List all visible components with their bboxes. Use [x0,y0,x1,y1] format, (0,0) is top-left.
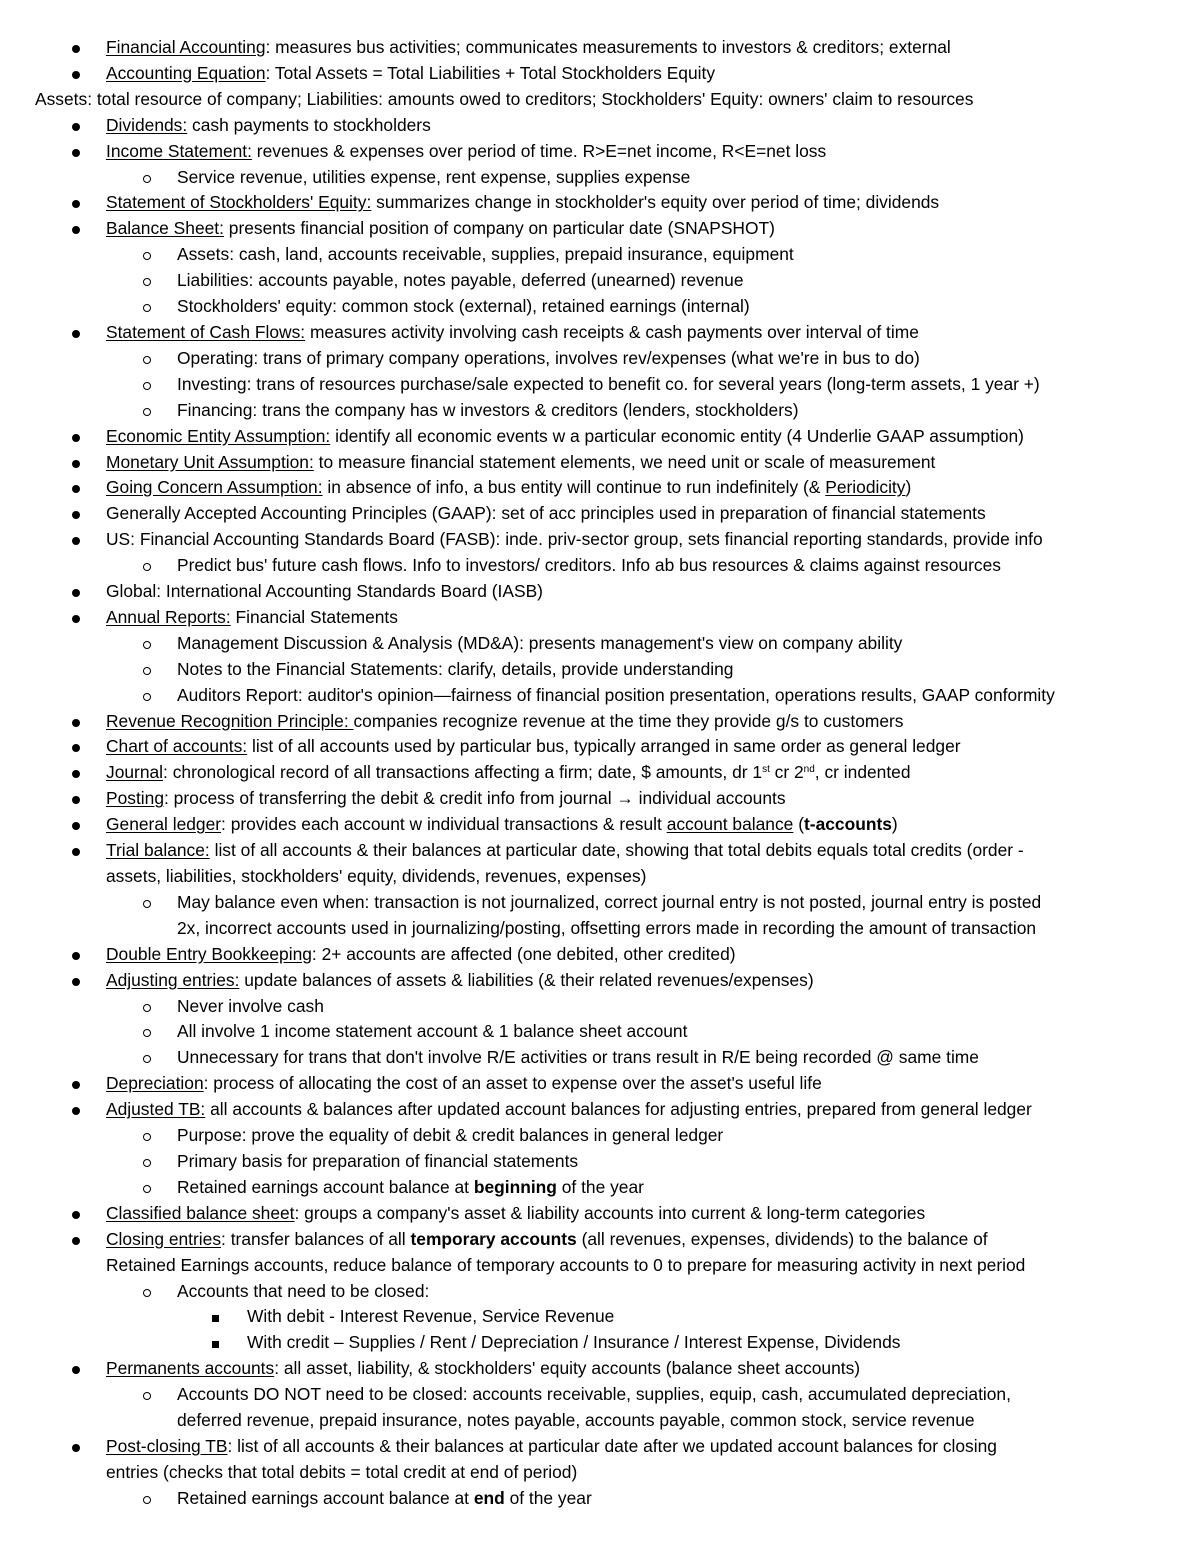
note-dividends [0,113,1200,139]
term: Accounting Equation [106,62,266,83]
note-adjusted-tb [0,1097,1200,1123]
bullet-disc-icon [72,139,80,165]
note-journal [0,760,1200,786]
definition: presents financial position of company on particular date (SNAPSHOT) [223,218,775,239]
definition: in absence of info, a bus entity will continue to run indefinitely (& [322,477,826,498]
subnote-text: Financing: trans the company has w investors & creditors (lenders, stockholders) [177,399,799,420]
subsubnote-text: With credit – Supplies / Rent / Depreciation / Insurance / Interest Expense, Dividends [247,1332,901,1353]
bullet-disc-icon [72,61,80,87]
subnote-text: Management Discussion & Analysis (MD&A): presents management's view on company ability [177,632,903,653]
term: Permanents accounts [106,1358,275,1379]
note-closing-entries-continued: Retained Earnings accounts, reduce balance of temporary accounts to 0 to prepare for measuring activity in next period [106,1254,1026,1275]
subnote [0,657,1200,683]
subnote-text: All involve 1 income statement account & 1 balance sheet account [177,1021,688,1042]
definition-tail: , cr indented [814,762,911,783]
definition: : Total Assets = Total Liabilities + Total Stockholders Equity [265,62,716,83]
subnote-text: Stockholders' equity: common stock (external), retained earnings (internal) [177,296,750,317]
bullet-circle-icon [143,994,151,1020]
subnote-text: Accounts that need to be closed: [177,1280,430,1301]
bullet-disc-icon [72,320,80,346]
bullet-disc-icon [72,942,80,968]
subnote [0,631,1200,657]
note-adjusting-entries [0,968,1200,994]
subnote-text: Retained earnings account balance at [177,1487,474,1508]
term: Dividends: [106,114,188,135]
note-annual-reports [0,605,1200,631]
note-gaap [0,501,1200,527]
subnote [0,994,1200,1020]
subnote-text: Auditors Report: auditor's opinion—fairness of financial position presentation, operations results, GAAP conformity [177,684,1055,705]
term: Balance Sheet: [106,218,224,239]
bullet-disc-icon [72,760,80,786]
bullet-square-icon [212,1304,219,1330]
bullet-circle-icon [143,1382,151,1408]
definition-tail: ) [891,814,898,835]
term: Adjusted TB: [106,1099,206,1120]
bold-term: end [473,1487,505,1508]
definition: Global: International Accounting Standards Board (IASB) [106,581,543,602]
bullet-disc-icon [72,1097,80,1123]
bullet-disc-icon [72,1071,80,1097]
term: Trial balance: [106,840,210,861]
subnote [0,553,1200,579]
bullet-disc-icon [72,786,80,812]
subnote [0,294,1200,320]
subnote [0,683,1200,709]
definition-tail: ) [905,477,912,498]
bullet-circle-icon [143,346,151,372]
term: Statement of Stockholders' Equity: [106,192,372,213]
note-balance-sheet [0,216,1200,242]
bullet-circle-icon [143,1045,151,1071]
note-permanent-accounts [0,1356,1200,1382]
bullet-disc-icon [72,838,80,864]
definition: summarizes change in stockholder's equity over period of time; dividends [371,192,940,213]
note-trial-balance [0,838,1200,864]
subnote [0,1149,1200,1175]
note-post-closing-tb-continued: entries (checks that total debits = total credit at end of period) [106,1461,578,1482]
bullet-disc-icon [72,113,80,139]
bullet-circle-icon [143,553,151,579]
subnote [0,1486,1200,1512]
term: Adjusting entries: [106,969,240,990]
note-posting [0,786,1200,812]
note-going-concern [0,475,1200,501]
note-iasb [0,579,1200,605]
term: Journal [106,762,164,783]
bullet-disc-icon [72,475,80,501]
bullet-disc-icon [72,424,80,450]
note-depreciation [0,1071,1200,1097]
bullet-disc-icon [72,579,80,605]
subnote-text: Investing: trans of resources purchase/sale expected to benefit co. for several years (long-term assets, 1 year +) [177,373,1040,394]
bullet-disc-icon [72,968,80,994]
term: Going Concern Assumption: [106,477,323,498]
bullet-disc-icon [72,1227,80,1253]
bullet-disc-icon [72,527,80,553]
bold-term: t-accounts [803,814,892,835]
subnote [0,398,1200,424]
subnote-tail: of the year [556,1176,644,1197]
definition: list of all accounts & their balances at particular date, showing that total debits equals total credits (order - [209,840,1024,861]
superscript: nd [803,764,815,776]
note-double-entry [0,942,1200,968]
note-general-ledger [0,812,1200,838]
definition-mid: ( [793,814,804,835]
term: Annual Reports: [106,606,231,627]
subnote-text: Unnecessary for trans that don't involve R/E activities or trans result in R/E being recorded @ same time [177,1047,979,1068]
subnote [0,1123,1200,1149]
definition: : list of all accounts & their balances at particular date after we updated account balances for closing [227,1435,997,1456]
definition: : measures bus activities; communicates measurements to investors & creditors; external [265,37,951,57]
subnote [0,1175,1200,1201]
term: Post-closing TB [106,1435,228,1456]
note-revenue-recognition [0,709,1200,735]
bullet-disc-icon [72,35,80,61]
bullet-circle-icon [143,165,151,191]
subnote-text: Never involve cash [177,995,324,1016]
definition: measures activity involving cash receipts & cash payments over interval of time [305,321,919,342]
term-account-balance: account balance [666,814,794,835]
subnote-text: Primary basis for preparation of financial statements [177,1150,579,1171]
term-periodicity: Periodicity [825,477,906,498]
term: Monetary Unit Assumption: [106,451,314,472]
note-classified-balance-sheet [0,1201,1200,1227]
subnote-text: Notes to the Financial Statements: clarify, details, provide understanding [177,658,734,679]
note-statement-stockholders-equity [0,190,1200,216]
bullet-circle-icon [143,683,151,709]
bullet-circle-icon [143,1175,151,1201]
definition: identify all economic events w a particular economic entity (4 Underlie GAAP assumption) [330,425,1024,446]
subnote-text: Retained earnings account balance at [177,1176,474,1197]
bullet-circle-icon [143,631,151,657]
term: Double Entry Bookkeeping [106,943,312,964]
subnote-tail: of the year [504,1487,592,1508]
subnote-text: Service revenue, utilities expense, rent expense, supplies expense [177,166,691,187]
note-economic-entity [0,424,1200,450]
subnote-text: May balance even when: transaction is not journalized, correct journal entry is not posted, journal entry is posted [177,891,1042,912]
term: Chart of accounts: [106,736,248,757]
subnote [0,890,1200,916]
bullet-disc-icon [72,190,80,216]
note-financial-accounting [0,35,1200,61]
term: Depreciation [106,1073,204,1094]
bullet-disc-icon [72,605,80,631]
bullet-circle-icon [143,372,151,398]
definition: to measure financial statement elements, we need unit or scale of measurement [313,451,936,472]
term: Closing entries [106,1228,222,1249]
definition: : provides each account w individual transactions & result [221,814,667,835]
definition: companies recognize revenue at the time they provide g/s to customers [353,710,904,731]
term: Economic Entity Assumption: [106,425,331,446]
subnote [0,268,1200,294]
definition: Financial Statements [230,606,398,627]
note-assets-definition: Assets: total resource of company; Liabilities: amounts owed to creditors; Stockholders' Equity: owners' claim to resources [35,88,974,109]
definition: : process of transferring the debit & credit info from journal → individual accounts [164,788,786,809]
bullet-circle-icon [143,294,151,320]
bullet-disc-icon [72,216,80,242]
bullet-circle-icon [143,657,151,683]
definition: revenues & expenses over period of time. R>E=net income, R<E=net loss [251,140,827,161]
term: Income Statement: [106,140,252,161]
bullet-disc-icon [72,812,80,838]
definition: list of all accounts used by particular bus, typically arranged in same order as general ledger [247,736,961,757]
definition: : all asset, liability, & stockholders' equity accounts (balance sheet accounts) [274,1358,861,1379]
subnote [0,165,1200,191]
definition: : transfer balances of all [221,1228,411,1249]
subnote-continued: deferred revenue, prepaid insurance, notes payable, accounts payable, common stock, service revenue [177,1410,975,1431]
definition-mid: cr 2 [769,762,804,783]
bullet-circle-icon [143,242,151,268]
definition: : 2+ accounts are affected (one debited, other credited) [311,943,736,964]
definition: cash payments to stockholders [187,114,431,135]
bold-term: beginning [473,1176,557,1197]
subnote-text: Assets: cash, land, accounts receivable, supplies, prepaid insurance, equipment [177,244,794,265]
bullet-disc-icon [72,501,80,527]
definition: US: Financial Accounting Standards Board (FASB): inde. priv-sector group, sets financial reporting standards, provide info [106,529,1043,550]
bullet-circle-icon [143,1279,151,1305]
note-accounting-equation [0,61,1200,87]
bullet-circle-icon [143,1123,151,1149]
bullet-disc-icon [72,1201,80,1227]
note-fasb [0,527,1200,553]
definition: Generally Accepted Accounting Principles (GAAP): set of acc principles used in preparation of financial statements [106,503,986,524]
subnote [0,1019,1200,1045]
bullet-circle-icon [143,1486,151,1512]
subnote [0,242,1200,268]
note-monetary-unit [0,450,1200,476]
superscript: st [762,764,770,776]
subnote [0,1045,1200,1071]
term: General ledger [106,814,222,835]
bullet-circle-icon [143,890,151,916]
term: Revenue Recognition Principle: [106,710,354,731]
subnote-text: Accounts DO NOT need to be closed: accounts receivable, supplies, equip, cash, accumulated depreciation, [177,1384,1011,1405]
subnote-text: Liabilities: accounts payable, notes payable, deferred (unearned) revenue [177,270,744,291]
definition: update balances of assets & liabilities (& their related revenues/expenses) [239,969,814,990]
definition: : chronological record of all transactions affecting a firm; date, $ amounts, dr 1 [163,762,763,783]
subnote-text: Predict bus' future cash flows. Info to investors/ creditors. Info ab bus resources & claims against resources [177,555,1001,576]
note-post-closing-tb [0,1434,1200,1460]
subnote [0,1279,1200,1305]
term: Posting [106,788,165,809]
subnote [0,346,1200,372]
note-closing-entries [0,1227,1200,1253]
bullet-circle-icon [143,268,151,294]
subsubnote [0,1304,1200,1330]
subnote-continued: 2x, incorrect accounts used in journalizing/posting, offsetting errors made in recording the amount of transaction [177,917,1037,938]
bullet-disc-icon [72,734,80,760]
bullet-disc-icon [72,450,80,476]
subsubnote-text: With debit - Interest Revenue, Service Revenue [247,1306,615,1327]
term: Statement of Cash Flows: [106,321,306,342]
subnote-text: Operating: trans of primary company operations, involves rev/expenses (what we're in bus to do) [177,347,920,368]
subnote [0,1382,1200,1408]
note-income-statement [0,139,1200,165]
subsubnote [0,1330,1200,1356]
definition: all accounts & balances after updated account balances for adjusting entries, prepared from general ledger [205,1099,1032,1120]
definition: : process of allocating the cost of an asset to expense over the asset's useful life [203,1073,822,1094]
bullet-disc-icon [72,709,80,735]
note-statement-cash-flows [0,320,1200,346]
term: Financial Accounting [106,37,266,57]
bullet-circle-icon [143,1149,151,1175]
subnote-text: Purpose: prove the equality of debit & credit balances in general ledger [177,1125,724,1146]
bullet-circle-icon [143,1019,151,1045]
term: Classified balance sheet [106,1202,295,1223]
bold-term: temporary accounts [410,1228,577,1249]
definition-tail: (all revenues, expenses, dividends) to the balance of [576,1228,988,1249]
note-chart-of-accounts [0,734,1200,760]
bullet-disc-icon [72,1434,80,1460]
bullet-square-icon [212,1330,219,1356]
bullet-disc-icon [72,1356,80,1382]
definition: : groups a company's asset & liability accounts into current & long-term categories [294,1202,926,1223]
note-trial-balance-continued: assets, liabilities, stockholders' equity, dividends, revenues, expenses) [106,866,647,886]
subnote [0,372,1200,398]
bullet-circle-icon [143,398,151,424]
